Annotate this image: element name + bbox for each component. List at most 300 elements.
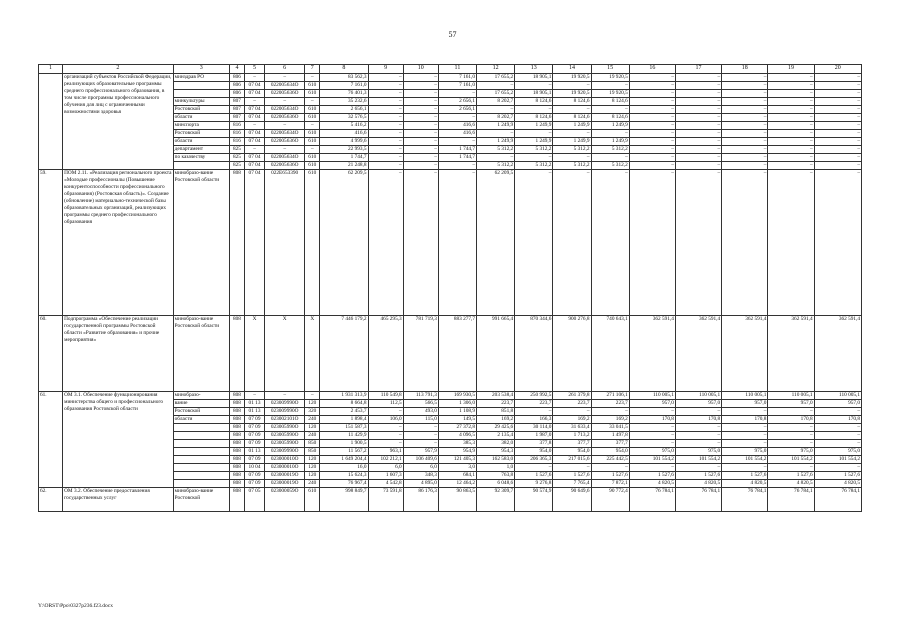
amount-cell: 684,1 (438, 472, 476, 480)
amount-cell: 271 106,1 (591, 392, 629, 400)
amount-cell: 8 202,7 (477, 98, 515, 106)
column-header: 6 (265, 65, 305, 74)
amount-cell: 27 372,8 (438, 424, 476, 432)
code-cell: 07 09 (244, 416, 264, 424)
amount-cell: – (515, 464, 553, 472)
code-cell: 825 (229, 162, 244, 170)
column-header: 14 (553, 65, 591, 74)
column-header: 15 (591, 65, 629, 74)
code-cell: 610 (305, 138, 320, 146)
code-cell: – (244, 392, 264, 400)
amount-cell: – (477, 154, 515, 162)
amount-cell: 110 005,1 (722, 392, 768, 400)
code-cell: 808 (229, 400, 244, 408)
amount-cell: 1 527,6 (591, 472, 629, 480)
amount-cell: 382,0 (477, 440, 515, 448)
code-cell: 022005634О (265, 130, 305, 138)
amount-cell: 5 416,2 (320, 122, 368, 130)
amount-cell: 76 967,4 (320, 480, 368, 488)
code-cell: 07 09 (244, 440, 264, 448)
code-cell: 610 (305, 130, 320, 138)
code-cell: 806 (229, 74, 244, 82)
executor-cell: минспорта (173, 122, 229, 130)
amount-cell: – (629, 74, 675, 82)
amount-cell: 170,8 (629, 416, 675, 424)
code-cell: – (244, 146, 264, 154)
amount-cell: 1 249,9 (591, 122, 629, 130)
amount-cell: – (768, 90, 814, 98)
amount-cell: 21 248,8 (320, 162, 368, 170)
amount-cell: – (768, 98, 814, 106)
amount-cell: – (368, 146, 403, 154)
code-cell: 240 (305, 416, 320, 424)
amount-cell: 83 562,3 (320, 74, 368, 82)
code-cell: 610 (305, 106, 320, 114)
code-cell: – (244, 122, 264, 130)
measure-name: организаций субъектов Российской Федерации, реализующих образовательные программы среднего профессионального образования, в том числе программы профессионального обучения для лиц с ограниченными возможностями здоровья (63, 74, 174, 170)
amount-cell: 1 497,8 (591, 432, 629, 440)
amount-cell: 4 820,5 (814, 480, 861, 488)
amount-cell: – (814, 98, 861, 106)
amount-cell: 1 249,9 (515, 122, 553, 130)
amount-cell: 1 527,6 (722, 472, 768, 480)
amount-cell: – (368, 90, 403, 98)
amount-cell: 362 591,4 (768, 316, 814, 392)
amount-cell: 225 442,5 (591, 456, 629, 464)
amount-cell: – (814, 114, 861, 122)
amount-cell: – (368, 130, 403, 138)
amount-cell: – (368, 154, 403, 162)
amount-cell: 998 849,7 (320, 488, 368, 512)
amount-cell: 954,0 (515, 448, 553, 456)
amount-cell: 106,0 (368, 416, 403, 424)
code-cell: 07 09 (244, 424, 264, 432)
amount-cell: – (814, 146, 861, 154)
amount-cell: 954,0 (591, 448, 629, 456)
code-cell: 022005636О (265, 162, 305, 170)
amount-cell: – (403, 432, 438, 440)
code-cell: – (305, 392, 320, 400)
code-cell: – (305, 146, 320, 154)
measure-name: Подпрограмма «Обеспечение реализации государственной программы Ростовской области «Развитие образования» и прочие мероприятия» (63, 316, 174, 392)
row-number: 62. (39, 488, 63, 512)
column-header: 3 (173, 65, 229, 74)
amount-cell: 740 643,1 (591, 316, 629, 392)
amount-cell: – (629, 130, 675, 138)
executor-cell (173, 464, 229, 472)
amount-cell: – (814, 90, 861, 98)
table-body (39, 74, 862, 512)
amount-cell: – (515, 170, 553, 316)
executor-cell: минкультуры (173, 98, 229, 106)
amount-cell: – (368, 440, 403, 448)
amount-cell: 76 784,1 (675, 488, 721, 512)
amount-cell: 2 656,1 (438, 98, 476, 106)
amount-cell: – (768, 146, 814, 154)
amount-cell: 169,2 (591, 416, 629, 424)
amount-cell: – (768, 74, 814, 82)
amount-cell: 566,5 (403, 400, 438, 408)
amount-cell: – (629, 424, 675, 432)
amount-cell: – (722, 122, 768, 130)
amount-cell: 8 124,6 (515, 114, 553, 122)
amount-cell: – (768, 154, 814, 162)
code-cell: 120 (305, 456, 320, 464)
amount-cell: 206 365,3 (515, 456, 553, 464)
amount-cell: – (403, 106, 438, 114)
table-row (39, 392, 862, 400)
amount-cell: 1 744,7 (438, 154, 476, 162)
code-cell: 808 (229, 416, 244, 424)
row-number: 61. (39, 392, 63, 488)
amount-cell: 900 276,8 (553, 316, 591, 392)
code-cell: 022005634О (265, 106, 305, 114)
amount-cell: 4 096,5 (438, 432, 476, 440)
code-cell: 816 (229, 138, 244, 146)
amount-cell: 151 587,3 (320, 424, 368, 432)
amount-cell: 1,0 (477, 464, 515, 472)
amount-cell: – (722, 106, 768, 114)
amount-cell: 954,9 (438, 448, 476, 456)
code-cell: 07 04 (244, 106, 264, 114)
amount-cell: 8 664,8 (320, 400, 368, 408)
amount-cell: 7 161,0 (320, 82, 368, 90)
amount-cell: 90 863,5 (438, 488, 476, 512)
column-header: 17 (675, 65, 721, 74)
amount-cell: 121 405,3 (438, 456, 476, 464)
column-header: 16 (629, 65, 675, 74)
amount-cell: – (629, 408, 675, 416)
amount-cell: 1 527,6 (675, 472, 721, 480)
amount-cell: – (814, 408, 861, 416)
executor-cell: минобразо-вание Ростовской области (173, 170, 229, 316)
code-cell: 808 (229, 392, 244, 400)
code-cell: 023005990О (265, 424, 305, 432)
amount-cell: – (438, 138, 476, 146)
code-cell: 610 (305, 82, 320, 90)
amount-cell: 35 232,6 (320, 98, 368, 106)
code-cell: 610 (305, 162, 320, 170)
amount-cell: 110 549,8 (368, 392, 403, 400)
executor-cell (173, 82, 229, 90)
amount-cell: 8 124,6 (591, 114, 629, 122)
code-cell: 07 04 (244, 114, 264, 122)
amount-cell: 101 554,2 (722, 456, 768, 464)
amount-cell: 1 249,9 (591, 138, 629, 146)
code-cell: 808 (229, 472, 244, 480)
amount-cell: – (368, 170, 403, 316)
amount-cell: 2 453,7 (320, 408, 368, 416)
code-cell: 01 13 (244, 400, 264, 408)
code-cell: X (305, 316, 320, 392)
amount-cell: 86 176,3 (403, 488, 438, 512)
amount-cell: 31 633,4 (553, 424, 591, 432)
executor-cell: области (173, 416, 229, 424)
executor-cell: Ростовской (173, 130, 229, 138)
code-cell: 120 (305, 424, 320, 432)
amount-cell: 17 655,2 (477, 74, 515, 82)
amount-cell: 465 295,3 (368, 316, 403, 392)
measure-name: ОМ 3.2. Обеспечение предоставления государственных услуг (63, 488, 174, 512)
amount-cell: 22 993,5 (320, 146, 368, 154)
amount-cell: 4 895,0 (403, 480, 438, 488)
amount-cell: 763,8 (477, 472, 515, 480)
amount-cell: – (675, 82, 721, 90)
column-header: 9 (368, 65, 403, 74)
amount-cell: – (477, 130, 515, 138)
amount-cell: 110 005,1 (629, 392, 675, 400)
code-cell: 808 (229, 432, 244, 440)
amount-cell: – (591, 408, 629, 416)
amount-cell: – (403, 82, 438, 90)
amount-cell: – (629, 154, 675, 162)
code-cell: 07 05 (244, 488, 264, 512)
amount-cell: 870 344,6 (515, 316, 553, 392)
amount-cell: 781 719,3 (403, 316, 438, 392)
amount-cell: – (515, 106, 553, 114)
amount-cell: – (368, 424, 403, 432)
amount-cell: – (368, 122, 403, 130)
amount-cell: 19 920,5 (553, 74, 591, 82)
amount-cell: – (368, 106, 403, 114)
amount-cell: 112,5 (368, 400, 403, 408)
amount-cell: 8 124,6 (553, 114, 591, 122)
amount-cell: – (814, 170, 861, 316)
amount-cell: – (675, 74, 721, 82)
amount-cell: – (591, 130, 629, 138)
executor-cell: Ростовской (173, 106, 229, 114)
amount-cell: 348,3 (403, 472, 438, 480)
amount-cell: 149,5 (438, 416, 476, 424)
code-cell: 022005636О (265, 90, 305, 98)
amount-cell: – (722, 424, 768, 432)
amount-cell: – (438, 170, 476, 316)
amount-cell: 1 527,6 (553, 472, 591, 480)
executor-cell: Ростовской (173, 408, 229, 416)
amount-cell: 9 276,8 (515, 480, 553, 488)
amount-cell: 7 161,0 (438, 74, 476, 82)
amount-cell: – (768, 464, 814, 472)
amount-cell: 113 791,3 (403, 392, 438, 400)
amount-cell: – (768, 106, 814, 114)
amount-cell: 1 898,4 (320, 416, 368, 424)
amount-cell: 957,0 (722, 400, 768, 408)
amount-cell: 110 005,1 (675, 392, 721, 400)
code-cell: 806 (229, 82, 244, 90)
amount-cell: – (553, 154, 591, 162)
amount-cell: 15 624,3 (320, 472, 368, 480)
amount-cell: – (722, 138, 768, 146)
code-cell: 07 04 (244, 82, 264, 90)
row-number: 59. (39, 170, 63, 316)
code-cell: 07 04 (244, 90, 264, 98)
amount-cell: 1 249,9 (553, 122, 591, 130)
amount-cell: – (722, 170, 768, 316)
code-cell: 023002101О (265, 416, 305, 424)
amount-cell: – (814, 432, 861, 440)
executor-cell: области (173, 114, 229, 122)
column-header: 11 (438, 65, 476, 74)
code-cell: 022005634О (265, 82, 305, 90)
amount-cell: – (403, 130, 438, 138)
amount-cell: – (403, 162, 438, 170)
amount-cell: 957,0 (814, 400, 861, 408)
amount-cell: 954,0 (553, 448, 591, 456)
amount-cell: 2 656,1 (320, 106, 368, 114)
code-cell: 240 (305, 432, 320, 440)
amount-cell: 1 527,6 (814, 472, 861, 480)
amount-cell: – (368, 408, 403, 416)
amount-cell: – (768, 82, 814, 90)
amount-cell: – (368, 114, 403, 122)
code-cell: 023009990О (265, 448, 305, 456)
amount-cell: 1 249,9 (553, 138, 591, 146)
amount-cell: – (629, 138, 675, 146)
amount-cell: – (814, 162, 861, 170)
amount-cell: – (629, 432, 675, 440)
code-cell: 806 (229, 90, 244, 98)
amount-cell: 377,7 (591, 440, 629, 448)
amount-cell: 19 920,5 (591, 74, 629, 82)
code-cell: 808 (229, 480, 244, 488)
executor-cell (173, 448, 229, 456)
code-cell: 023000010О (265, 464, 305, 472)
amount-cell: 1 527,6 (629, 472, 675, 480)
amount-cell: 4 820,5 (722, 480, 768, 488)
amount-cell: 1 713,2 (553, 432, 591, 440)
column-header: 10 (403, 65, 438, 74)
amount-cell: – (403, 440, 438, 448)
executor-cell: минобразо-вание Ростовской (173, 488, 229, 512)
amount-cell: 362 591,4 (629, 316, 675, 392)
column-header: 13 (515, 65, 553, 74)
column-header: 19 (768, 65, 814, 74)
code-cell: 07 09 (244, 432, 264, 440)
code-cell: 807 (229, 98, 244, 106)
budget-table (38, 64, 862, 512)
amount-cell: – (675, 170, 721, 316)
column-header: 5 (244, 65, 264, 74)
amount-cell: 33 041,5 (591, 424, 629, 432)
amount-cell: – (675, 432, 721, 440)
amount-cell: 76 784,1 (814, 488, 861, 512)
amount-cell: 162 583,0 (477, 456, 515, 464)
code-cell: 808 (229, 464, 244, 472)
amount-cell: – (768, 114, 814, 122)
amount-cell: 76 784,1 (722, 488, 768, 512)
amount-cell: 4 820,5 (629, 480, 675, 488)
amount-cell: 101 554,2 (675, 456, 721, 464)
amount-cell: 90 772,4 (591, 488, 629, 512)
amount-cell: 416,6 (438, 122, 476, 130)
amount-cell: – (675, 424, 721, 432)
amount-cell: – (768, 162, 814, 170)
table-header-row (39, 65, 862, 74)
amount-cell: 223,7 (477, 400, 515, 408)
amount-cell: – (675, 154, 721, 162)
amount-cell: 223,7 (553, 400, 591, 408)
amount-cell: – (629, 106, 675, 114)
amount-cell: – (403, 114, 438, 122)
amount-cell: – (629, 122, 675, 130)
amount-cell: 416,6 (320, 130, 368, 138)
amount-cell: 2 656,1 (438, 106, 476, 114)
amount-cell: 991 665,4 (477, 316, 515, 392)
amount-cell: – (553, 170, 591, 316)
amount-cell: – (403, 98, 438, 106)
amount-cell: – (403, 122, 438, 130)
measure-name: ОМ 3.1. Обеспечение функционирования министерства общего и профессионального образования Ростовской области (63, 392, 174, 488)
row-number (39, 74, 63, 170)
amount-cell: – (675, 106, 721, 114)
amount-cell: – (814, 154, 861, 162)
amount-cell: – (814, 440, 861, 448)
amount-cell: 5 312,2 (477, 162, 515, 170)
amount-cell: 362 591,4 (722, 316, 768, 392)
column-header: 2 (63, 65, 174, 74)
amount-cell: – (722, 464, 768, 472)
amount-cell: 7 765,4 (553, 480, 591, 488)
amount-cell: 377,7 (553, 440, 591, 448)
amount-cell: – (591, 464, 629, 472)
amount-cell: – (722, 146, 768, 154)
amount-cell: 1 931 313,9 (320, 392, 368, 400)
code-cell: – (244, 74, 264, 82)
code-cell: 610 (305, 488, 320, 512)
amount-cell: 975,0 (629, 448, 675, 456)
amount-cell: – (814, 74, 861, 82)
amount-cell: – (675, 98, 721, 106)
amount-cell: 883 277,7 (438, 316, 476, 392)
code-cell: 807 (229, 114, 244, 122)
amount-cell: – (438, 114, 476, 122)
amount-cell: 19 920,5 (591, 90, 629, 98)
code-cell: – (265, 122, 305, 130)
executor-cell (173, 472, 229, 480)
code-cell: 07 04 (244, 138, 264, 146)
code-cell: 816 (229, 122, 244, 130)
amount-cell: – (675, 114, 721, 122)
amount-cell: – (722, 74, 768, 82)
amount-cell: 851,8 (477, 408, 515, 416)
amount-cell: – (675, 440, 721, 448)
amount-cell: – (368, 138, 403, 146)
amount-cell: – (768, 122, 814, 130)
amount-cell: – (675, 464, 721, 472)
column-header: 18 (722, 65, 768, 74)
amount-cell: – (768, 170, 814, 316)
amount-cell: – (814, 82, 861, 90)
code-cell: – (265, 392, 305, 400)
amount-cell: – (768, 408, 814, 416)
amount-cell: 4 999,6 (320, 138, 368, 146)
amount-cell: – (675, 90, 721, 98)
amount-cell: 3,0 (438, 464, 476, 472)
measure-name: ПОМ 2.11. «Реализация регионального проекта «Молодые профессионалы (Повышение конкурентоспособности профессионального образования) (Ростовская область)». Создание (обновление) материально-технической базы образовательных организаций, реализующих программы среднего профессионального образования (63, 170, 174, 316)
code-cell: 022005636О (265, 138, 305, 146)
amount-cell: 1 744,7 (320, 154, 368, 162)
amount-cell: 250 992,5 (515, 392, 553, 400)
code-cell: – (265, 74, 305, 82)
code-cell: 808 (229, 316, 244, 392)
amount-cell: – (675, 162, 721, 170)
code-cell: 01 13 (244, 408, 264, 416)
amount-cell: 1 607,3 (368, 472, 403, 480)
code-cell: 120 (305, 472, 320, 480)
amount-cell: 7 161,0 (438, 82, 476, 90)
amount-cell: – (553, 106, 591, 114)
amount-cell: – (438, 90, 476, 98)
